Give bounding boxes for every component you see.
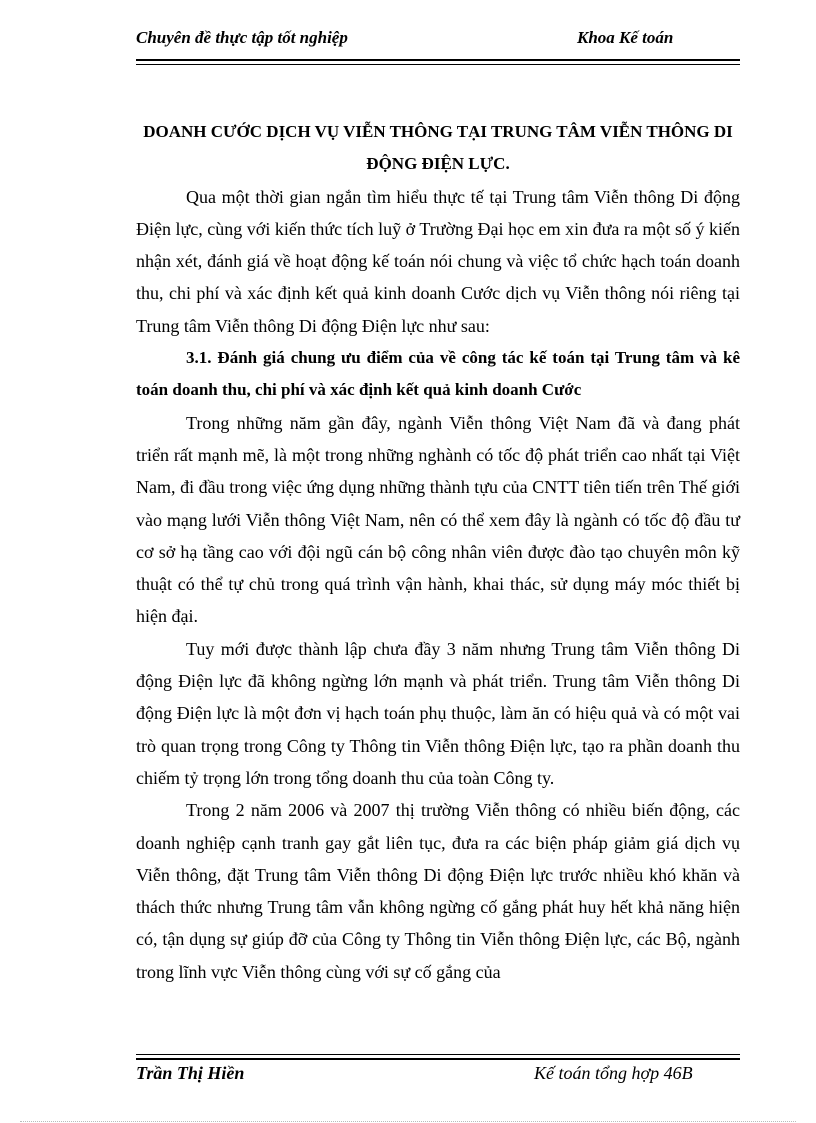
section-heading: 3.1. Đánh giá chung ưu điểm của về công tác kế toán tại Trung tâm và kê toán doanh thu, chi phí và xác định kết quả kinh doanh Cước — [136, 348, 740, 400]
footer-class: Kế toán tổng hợp 46B — [534, 1063, 693, 1083]
paragraph: Trong 2 năm 2006 và 2007 thị trường Viễn thông có nhiều biến động, các doanh nghiệp cạnh tranh gay gắt liên tục, đưa ra các biện pháp giảm giá dịch vụ Viễn thông, đặt Trung tâm Viễn thông Di động Điện lực trước nhiều khó khăn và thách thức nhưng Trung tâm vẫn không ngừng cố gắng phát huy hết khả năng hiện có, tận dụng sự giúp đỡ của Công ty Thông tin Viễn thông Điện lực, các Bộ, ngành trong lĩnh vực Viễn thông cùng với sự cố gắng của — [136, 800, 740, 982]
page-header — [136, 28, 740, 52]
footer-rule-thin — [136, 1054, 740, 1055]
paragraph: Tuy mới được thành lập chưa đầy 3 năm nhưng Trung tâm Viễn thông Di động Điện lực đã không ngừng lớn mạnh và phát triển. Trung tâm Viễn thông Di động Điện lực là một đơn vị hạch toán phụ thuộc, làm ăn có hiệu quả và có một vai trò quan trọng trong Công ty Thông tin Viễn thông Điện lực, tạo ra phần doanh thu chiếm tỷ trọng lớn trong tổng doanh thu của toàn Công ty. — [136, 638, 740, 788]
page-footer — [136, 1063, 740, 1089]
header-rule-thin — [136, 64, 740, 65]
header-rule-thick — [136, 59, 740, 61]
document-title: DOANH CƯỚC DỊCH VỤ VIỄN THÔNG TẠI TRUNG TÂM VIỄN THÔNG DI ĐỘNG ĐIỆN LỰC. — [143, 122, 733, 174]
paragraph: Qua một thời gian ngắn tìm hiểu thực tế tại Trung tâm Viễn thông Di động Điện lực, cùng với kiến thức tích luỹ ở Trường Đại học em xin đưa ra một số ý kiến nhận xét, đánh giá về hoạt động kế toán nói chung và việc tổ chức hạch toán doanh thu, chi phí và xác định kết quả kinh doanh Cước dịch vụ Viễn thông nói riêng tại Trung tâm Viễn thông Di động Điện lực như sau: — [136, 186, 740, 336]
header-right-text: Khoa Kế toán — [577, 28, 674, 47]
header-left-text: Chuyên đề thực tập tốt nghiệp — [136, 28, 348, 47]
paragraph: Trong những năm gần đây, ngành Viễn thông Việt Nam đã và đang phát triển rất mạnh mẽ, là một trong những nghành có tốc độ phát triển cao nhất tại Việt Nam, đi đầu trong việc ứng dụng những thành tựu của CNTT tiên tiến trên Thế giới vào mạng lưới Viễn thông Việt Nam, nên có thể xem đây là ngành có tốc độ đầu tư cơ sở hạ tầng cao với đội ngũ cán bộ công nhân viên được đào tạo chuyên môn kỹ thuật có thể tự chủ trong quá trình vận hành, khai thác, sử dụng máy móc thiết bị hiện đại. — [136, 412, 740, 627]
footer-rule-thick — [136, 1058, 740, 1060]
document-body — [136, 116, 740, 988]
page-bottom-divider — [20, 1121, 796, 1122]
footer-author: Trần Thị Hiền — [136, 1063, 245, 1083]
